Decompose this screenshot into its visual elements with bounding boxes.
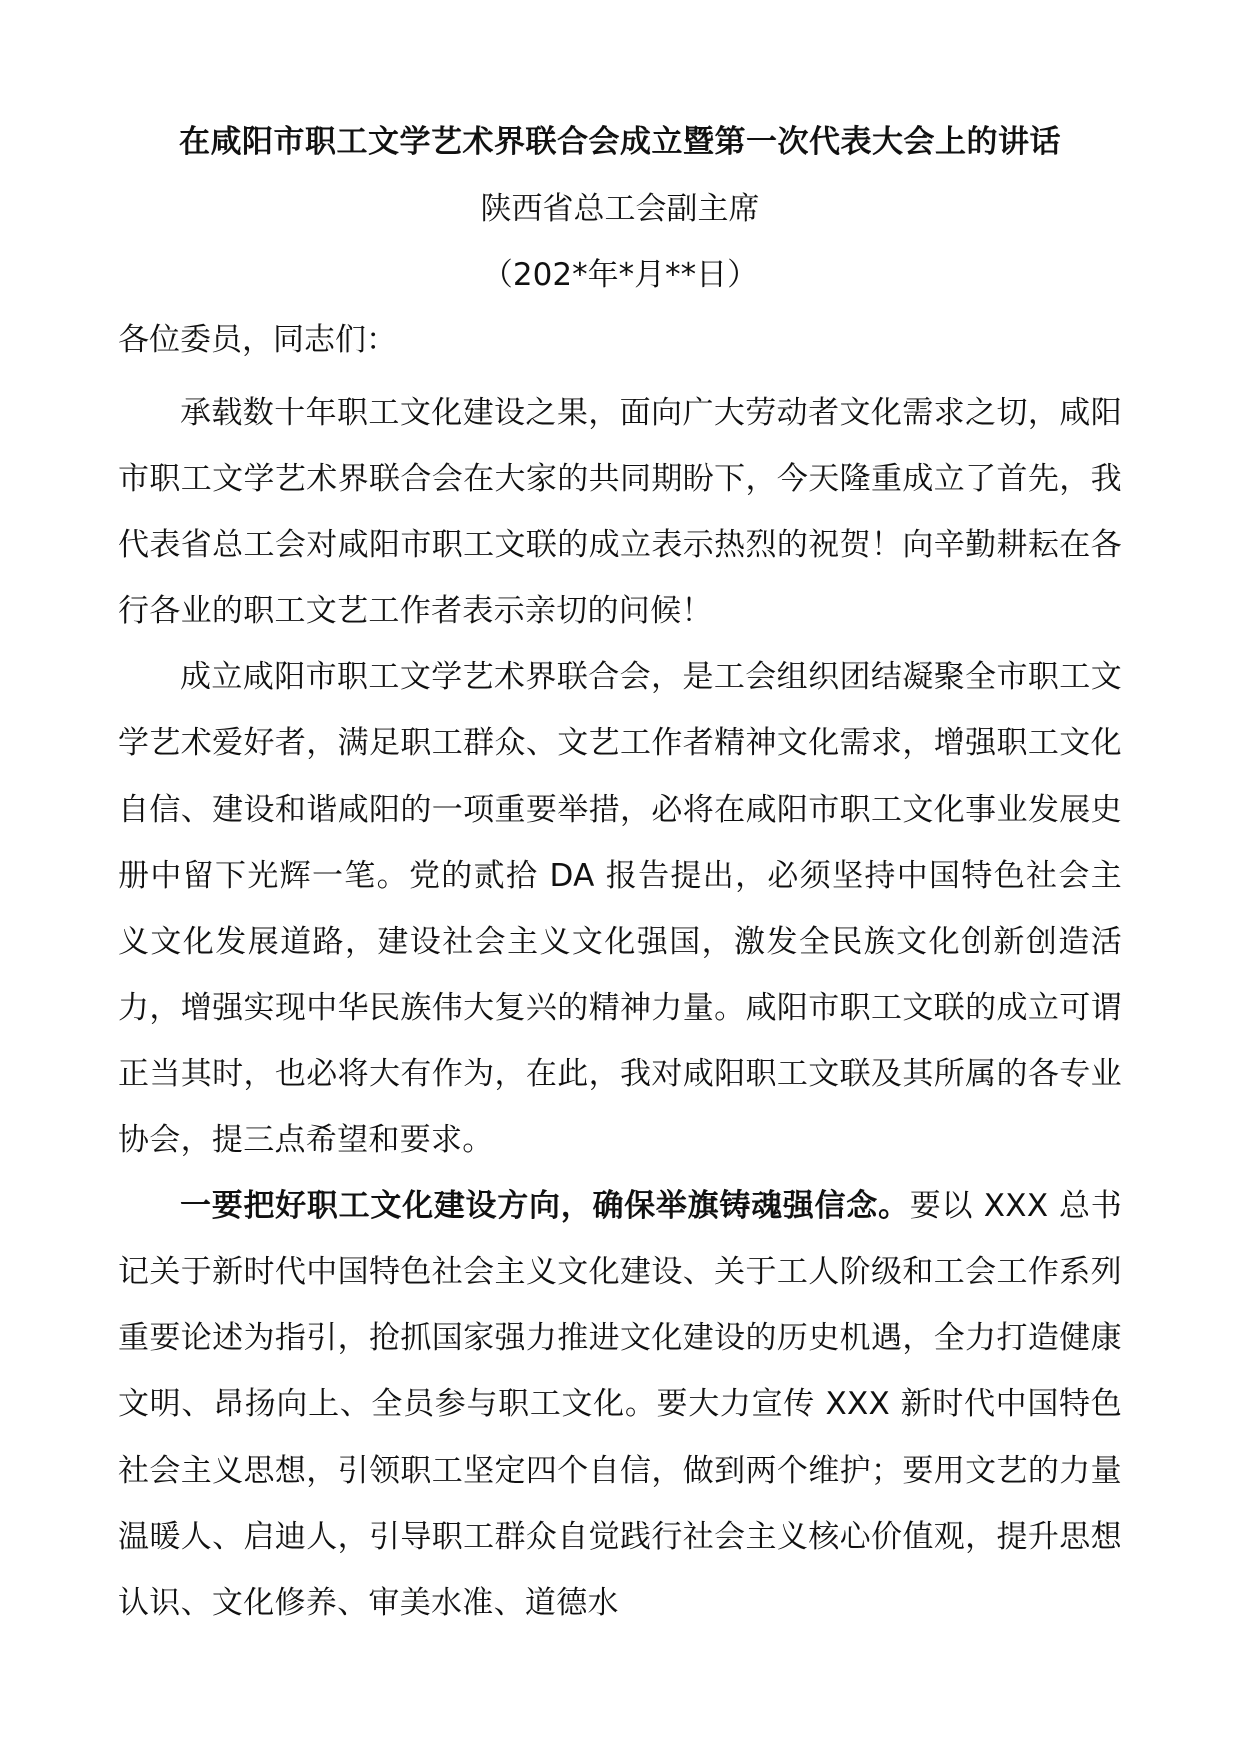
document-title: 在咸阳市职工文学艺术界联合会成立暨第一次代表大会上的讲话 — [179, 124, 1061, 160]
salutation: 各位委员，同志们： — [118, 322, 397, 358]
paragraph-3-text: 要以 XXX 总书记关于新时代中国特色社会主义文化建设、关于工人阶级和工会工作系列重要论述为指引，抢抓国家强力推进文化建设的历史机遇，全力打造健康文明、昂扬向上、全员参与职工文化。要大力宣传 XXX 新时代中国特色社会主义思想，引领职工坚定四个自信，做到两个维护；要用文艺的力量温暖人、启迪人，引导职工群众自觉践行社会主义核心价值观，提升思想认识、文化修养、审美水准、道德水 — [118, 1188, 1122, 1621]
paragraph-1 — [118, 380, 1122, 644]
speech-date: （202*年*月**日） — [481, 257, 759, 293]
paragraph-3 — [118, 1173, 1122, 1636]
paragraph-2 — [118, 644, 1122, 1173]
speaker-title: 陕西省总工会副主席 — [480, 191, 760, 227]
document-body — [118, 380, 1122, 1636]
paragraph-2-text: 成立咸阳市职工文学艺术界联合会，是工会组织团结凝聚全市职工文学艺术爱好者，满足职工群众、文艺工作者精神文化需求，增强职工文化自信、建设和谐咸阳的一项重要举措，必将在咸阳市职工文化事业发展史册中留下光辉一笔。党的贰拾 DA 报告提出，必须坚持中国特色社会主义文化发展道路，建设社会主义文化强国，激发全民族文化创新创造活力，增强实现中华民族伟大复兴的精神力量。咸阳市职工文联的成立可谓正当其时，也必将大有作为，在此，我对咸阳职工文联及其所属的各专业协会，提三点希望和要求。 — [118, 659, 1122, 1159]
paragraph-3-lead-sentence: 一要把好职工文化建设方向，确保举旗铸魂强信念。 — [180, 1188, 910, 1225]
paragraph-1-text: 承载数十年职工文化建设之果，面向广大劳动者文化需求之切，咸阳市职工文学艺术界联合会在大家的共同期盼下，今天隆重成立了首先，我代表省总工会对咸阳市职工文联的成立表示热烈的祝贺！向辛勤耕耘在各行各业的职工文艺工作者表示亲切的问候！ — [118, 395, 1122, 630]
